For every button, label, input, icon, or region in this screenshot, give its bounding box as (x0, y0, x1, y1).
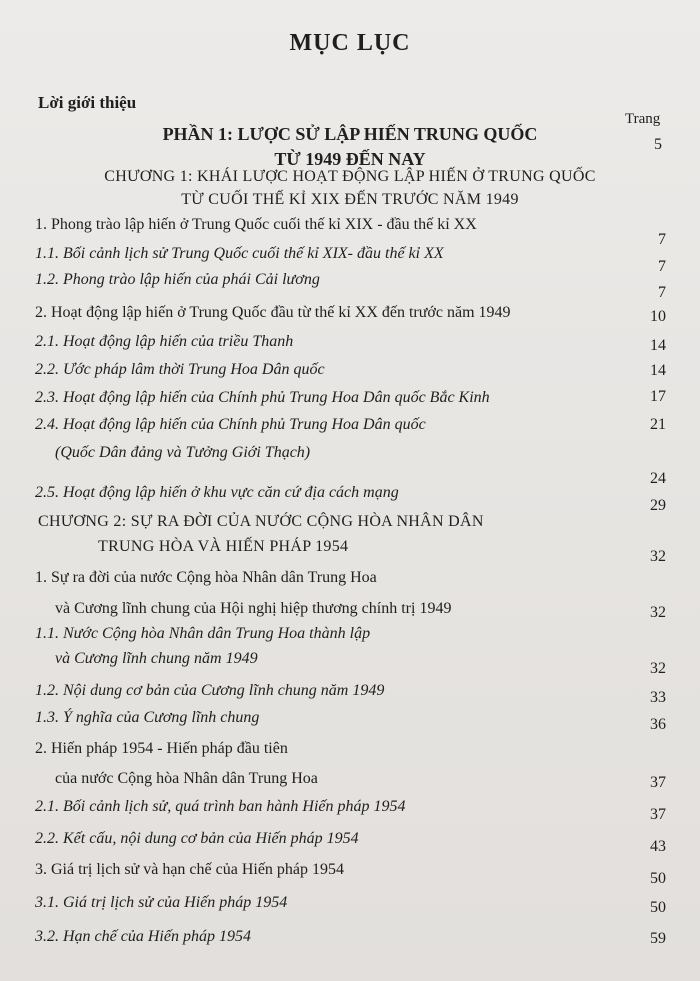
toc-entry-text: 2. Hiến pháp 1954 - Hiến pháp đầu tiên (35, 740, 288, 757)
toc-entry-text-cont: (Quốc Dân đảng và Tưởng Giới Thạch) (55, 444, 311, 461)
toc-entry-page: 7 (658, 231, 666, 248)
intro-label: Lời giới thiệu (38, 93, 137, 112)
toc-entry-page: 32 (650, 604, 666, 621)
page-column-header: Trang (625, 111, 661, 127)
toc-entry-page: 37 (650, 774, 666, 791)
toc-entry-text: 3.2. Hạn chế của Hiến pháp 1954 (35, 928, 251, 945)
toc-entry-page: 43 (650, 838, 666, 855)
toc-title: MỤC LỤC (289, 30, 411, 56)
toc-entry-page: 21 (650, 416, 666, 433)
toc-entry-text-cont: và Cương lĩnh chung năm 1949 (55, 650, 258, 667)
toc-entry-page: 50 (650, 899, 666, 916)
part1-title-line1: PHẦN 1: LƯỢC SỬ LẬP HIẾN TRUNG QUỐC (162, 124, 538, 144)
toc-entry-page: 37 (650, 806, 666, 823)
toc-entry-text: 2.3. Hoạt động lập hiến của Chính phủ Trung Hoa Dân quốc Bắc Kinh (35, 389, 490, 406)
toc-entry-text: 2.5. Hoạt động lập hiến ở khu vực căn cứ địa cách mạng (35, 484, 399, 501)
toc-entry-page: 59 (650, 930, 666, 947)
toc-entry-page: 33 (650, 689, 666, 706)
toc-entry-page: 17 (650, 388, 666, 405)
toc-entry-page: 50 (650, 870, 666, 887)
chapter1-title-line2: TỪ CUỐI THẾ KỈ XIX ĐẾN TRƯỚC NĂM 1949 (181, 191, 519, 208)
chapter2-title-line1: CHƯƠNG 2: SỰ RA ĐỜI CỦA NƯỚC CỘNG HÒA NHÂN DÂN (38, 513, 484, 530)
toc-entry-text: 2.4. Hoạt động lập hiến của Chính phủ Trung Hoa Dân quốc (35, 416, 426, 433)
toc-entry-text: 2.1. Hoạt động lập hiến của triều Thanh (35, 333, 294, 350)
toc-entry-page: 32 (650, 548, 666, 565)
toc-entry-text: 1.3. Ý nghĩa của Cương lĩnh chung (35, 709, 260, 726)
part1-title-line2: TỪ 1949 ĐẾN NAY (274, 149, 426, 169)
toc-entry-page: 14 (650, 337, 666, 354)
toc-entry-text: 1. Sự ra đời của nước Cộng hòa Nhân dân Trung Hoa (35, 569, 377, 586)
toc-entry-page: 36 (650, 716, 666, 733)
toc-entry-text: 2.1. Bối cảnh lịch sử, quá trình ban hành Hiến pháp 1954 (35, 798, 406, 815)
toc-entry-text: 2. Hoạt động lập hiến ở Trung Quốc đầu từ thế kỉ XX đến trước năm 1949 (35, 304, 511, 321)
chapter2-page: 29 (650, 497, 666, 514)
toc-entry-text: 1.2. Phong trào lập hiến của phái Cải lương (35, 271, 320, 288)
toc-entry-page: 7 (658, 284, 666, 301)
toc-entry-text: 1.2. Nội dung cơ bản của Cương lĩnh chung năm 1949 (35, 682, 385, 699)
toc-entry-text: 1.1. Bối cảnh lịch sử Trung Quốc cuối thế kỉ XIX- đầu thế kỉ XX (35, 245, 444, 262)
chapter1-title-line1: CHƯƠNG 1: KHÁI LƯỢC HOẠT ĐỘNG LẬP HIẾN Ở TRUNG QUỐC (104, 168, 596, 185)
toc-entry-text: 1. Phong trào lập hiến ở Trung Quốc cuối thế kỉ XIX - đầu thế kỉ XX (35, 216, 477, 233)
chapter2-title-line2: TRUNG HÒA VÀ HIẾN PHÁP 1954 (98, 538, 349, 555)
toc-entry-text: 2.2. Kết cấu, nội dung cơ bản của Hiến pháp 1954 (35, 830, 359, 847)
toc-entry-text: 2.2. Ước pháp lâm thời Trung Hoa Dân quốc (35, 361, 325, 378)
toc-entry-page: 24 (650, 470, 666, 487)
toc-entry-text-cont: và Cương lĩnh chung của Hội nghị hiệp thương chính trị 1949 (55, 600, 452, 617)
toc-entry-text: 3.1. Giá trị lịch sử của Hiến pháp 1954 (35, 894, 288, 911)
toc-entry-page: 7 (658, 258, 666, 275)
toc-entry-page: 14 (650, 362, 666, 379)
toc-entry-text: 3. Giá trị lịch sử và hạn chế của Hiến pháp 1954 (35, 861, 345, 878)
toc-entry-page: 32 (650, 660, 666, 677)
toc-entry-text-cont: của nước Cộng hòa Nhân dân Trung Hoa (55, 770, 318, 787)
toc-entry-text: 1.1. Nước Cộng hòa Nhân dân Trung Hoa thành lập (35, 625, 371, 642)
toc-entry-page: 10 (650, 308, 666, 325)
intro-page-number: 5 (654, 136, 662, 153)
